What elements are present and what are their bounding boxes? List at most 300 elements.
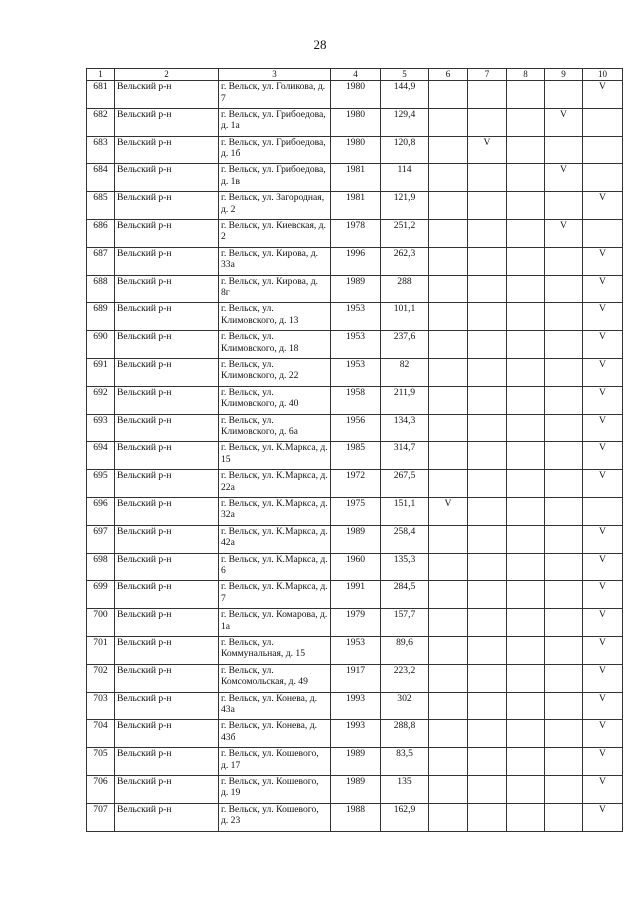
mark-cell-col6	[429, 386, 468, 414]
row-number: 707	[87, 803, 115, 831]
mark-cell-col7	[468, 775, 507, 803]
mark-cell-col6	[429, 275, 468, 303]
area-cell: 121,9	[381, 192, 429, 220]
table-row	[87, 553, 623, 581]
mark-cell-col10: V	[583, 470, 623, 498]
mark-cell-col8	[507, 609, 545, 637]
mark-cell-col6	[429, 303, 468, 331]
mark-cell-col8	[507, 331, 545, 359]
district-cell: Вельский р-н	[115, 108, 219, 136]
column-header: 5	[381, 69, 429, 81]
year-cell: 1991	[331, 581, 381, 609]
year-cell: 1980	[331, 81, 381, 109]
table-row	[87, 81, 623, 109]
mark-cell-col10	[583, 108, 623, 136]
mark-cell-col8	[507, 164, 545, 192]
mark-cell-col9	[545, 720, 583, 748]
year-cell: 1989	[331, 275, 381, 303]
table-row	[87, 470, 623, 498]
district-cell: Вельский р-н	[115, 609, 219, 637]
mark-cell-col8	[507, 192, 545, 220]
area-cell: 151,1	[381, 497, 429, 525]
row-number: 681	[87, 81, 115, 109]
table-row	[87, 192, 623, 220]
mark-cell-col7	[468, 247, 507, 275]
mark-cell-col10: V	[583, 748, 623, 776]
mark-cell-col7	[468, 720, 507, 748]
mark-cell-col6	[429, 748, 468, 776]
address-cell: г. Вельск, ул. Конева, д. 43а	[219, 692, 331, 720]
mark-cell-col8	[507, 581, 545, 609]
column-header: 2	[115, 69, 219, 81]
mark-cell-col9	[545, 775, 583, 803]
mark-cell-col10: V	[583, 553, 623, 581]
area-cell: 262,3	[381, 247, 429, 275]
district-cell: Вельский р-н	[115, 581, 219, 609]
district-cell: Вельский р-н	[115, 803, 219, 831]
table-row	[87, 720, 623, 748]
address-cell: г. Вельск, ул. К.Маркса, д. 32а	[219, 497, 331, 525]
year-cell: 1993	[331, 720, 381, 748]
mark-cell-col9	[545, 442, 583, 470]
mark-cell-col6	[429, 664, 468, 692]
mark-cell-col8	[507, 136, 545, 164]
mark-cell-col9	[545, 358, 583, 386]
year-cell: 1953	[331, 636, 381, 664]
mark-cell-col6	[429, 470, 468, 498]
area-cell: 144,9	[381, 81, 429, 109]
mark-cell-col6	[429, 81, 468, 109]
row-number: 704	[87, 720, 115, 748]
mark-cell-col8	[507, 775, 545, 803]
address-cell: г. Вельск, ул. Загородная, д. 2	[219, 192, 331, 220]
mark-cell-col6	[429, 803, 468, 831]
table-header	[87, 69, 623, 81]
year-cell: 1956	[331, 414, 381, 442]
mark-cell-col6	[429, 609, 468, 637]
row-number: 690	[87, 331, 115, 359]
mark-cell-col7	[468, 609, 507, 637]
mark-cell-col9: V	[545, 108, 583, 136]
year-cell: 1958	[331, 386, 381, 414]
mark-cell-col9	[545, 748, 583, 776]
mark-cell-col8	[507, 720, 545, 748]
year-cell: 1953	[331, 331, 381, 359]
year-cell: 1960	[331, 553, 381, 581]
mark-cell-col7	[468, 386, 507, 414]
mark-cell-col10: V	[583, 414, 623, 442]
table-row	[87, 386, 623, 414]
mark-cell-col10: V	[583, 803, 623, 831]
area-cell: 288	[381, 275, 429, 303]
area-cell: 211,9	[381, 386, 429, 414]
mark-cell-col8	[507, 386, 545, 414]
row-number: 706	[87, 775, 115, 803]
district-cell: Вельский р-н	[115, 692, 219, 720]
year-cell: 1996	[331, 247, 381, 275]
address-cell: г. Вельск, ул. Коммунальная, д. 15	[219, 636, 331, 664]
mark-cell-col6	[429, 525, 468, 553]
housing-registry-table	[86, 68, 623, 832]
mark-cell-col6	[429, 442, 468, 470]
mark-cell-col10: V	[583, 581, 623, 609]
area-cell: 82	[381, 358, 429, 386]
address-cell: г. Вельск, ул. Климовского, д. 6а	[219, 414, 331, 442]
mark-cell-col10: V	[583, 609, 623, 637]
table-row	[87, 803, 623, 831]
mark-cell-col7	[468, 497, 507, 525]
mark-cell-col8	[507, 470, 545, 498]
district-cell: Вельский р-н	[115, 664, 219, 692]
mark-cell-col6	[429, 164, 468, 192]
address-cell: г. Вельск, ул. Климовского, д. 13	[219, 303, 331, 331]
mark-cell-col9	[545, 81, 583, 109]
mark-cell-col7	[468, 636, 507, 664]
mark-cell-col9	[545, 414, 583, 442]
row-number: 702	[87, 664, 115, 692]
mark-cell-col7	[468, 164, 507, 192]
row-number: 698	[87, 553, 115, 581]
row-number: 697	[87, 525, 115, 553]
year-cell: 1981	[331, 164, 381, 192]
address-cell: г. Вельск, ул. Кошевого, д. 23	[219, 803, 331, 831]
area-cell: 101,1	[381, 303, 429, 331]
mark-cell-col10	[583, 136, 623, 164]
mark-cell-col9: V	[545, 164, 583, 192]
table-row	[87, 164, 623, 192]
year-cell: 1917	[331, 664, 381, 692]
district-cell: Вельский р-н	[115, 497, 219, 525]
row-number: 682	[87, 108, 115, 136]
mark-cell-col6	[429, 720, 468, 748]
address-cell: г. Вельск, ул. К.Маркса, д. 15	[219, 442, 331, 470]
row-number: 692	[87, 386, 115, 414]
area-cell: 267,5	[381, 470, 429, 498]
address-cell: г. Вельск, ул. Климовского, д. 40	[219, 386, 331, 414]
year-cell: 1953	[331, 303, 381, 331]
mark-cell-col9	[545, 553, 583, 581]
area-cell: 251,2	[381, 219, 429, 247]
mark-cell-col9	[545, 636, 583, 664]
mark-cell-col9: V	[545, 219, 583, 247]
mark-cell-col9	[545, 331, 583, 359]
column-header: 3	[219, 69, 331, 81]
table-row	[87, 609, 623, 637]
mark-cell-col7	[468, 219, 507, 247]
district-cell: Вельский р-н	[115, 525, 219, 553]
mark-cell-col10	[583, 497, 623, 525]
mark-cell-col8	[507, 803, 545, 831]
mark-cell-col6: V	[429, 497, 468, 525]
address-cell: г. Вельск, ул. Кирова, д. 33а	[219, 247, 331, 275]
mark-cell-col7	[468, 748, 507, 776]
year-cell: 1953	[331, 358, 381, 386]
column-header: 1	[87, 69, 115, 81]
mark-cell-col8	[507, 748, 545, 776]
address-cell: г. Вельск, ул. Грибоедова, д. 1в	[219, 164, 331, 192]
address-cell: г. Вельск, ул. К.Маркса, д. 42а	[219, 525, 331, 553]
table-row	[87, 414, 623, 442]
mark-cell-col10: V	[583, 720, 623, 748]
mark-cell-col10: V	[583, 192, 623, 220]
year-cell: 1985	[331, 442, 381, 470]
address-cell: г. Вельск, ул. Климовского, д. 18	[219, 331, 331, 359]
row-number: 687	[87, 247, 115, 275]
mark-cell-col7	[468, 275, 507, 303]
district-cell: Вельский р-н	[115, 553, 219, 581]
mark-cell-col10: V	[583, 664, 623, 692]
mark-cell-col8	[507, 303, 545, 331]
district-cell: Вельский р-н	[115, 720, 219, 748]
table-row	[87, 303, 623, 331]
mark-cell-col8	[507, 553, 545, 581]
mark-cell-col7	[468, 581, 507, 609]
table-row	[87, 108, 623, 136]
year-cell: 1988	[331, 803, 381, 831]
address-cell: г. Вельск, ул. Кошевого, д. 17	[219, 748, 331, 776]
address-cell: г. Вельск, ул. Киевская, д. 2	[219, 219, 331, 247]
table-row	[87, 525, 623, 553]
mark-cell-col7	[468, 108, 507, 136]
mark-cell-col10: V	[583, 775, 623, 803]
area-cell: 162,9	[381, 803, 429, 831]
district-cell: Вельский р-н	[115, 219, 219, 247]
row-number: 693	[87, 414, 115, 442]
column-header: 9	[545, 69, 583, 81]
mark-cell-col10: V	[583, 386, 623, 414]
mark-cell-col8	[507, 219, 545, 247]
district-cell: Вельский р-н	[115, 414, 219, 442]
year-cell: 1979	[331, 609, 381, 637]
address-cell: г. Вельск, ул. Грибоедова, д. 1а	[219, 108, 331, 136]
address-cell: г. Вельск, ул. К.Маркса, д. 22а	[219, 470, 331, 498]
mark-cell-col9	[545, 192, 583, 220]
table-row	[87, 331, 623, 359]
mark-cell-col6	[429, 247, 468, 275]
table-row	[87, 358, 623, 386]
address-cell: г. Вельск, ул. К.Маркса, д. 7	[219, 581, 331, 609]
district-cell: Вельский р-н	[115, 748, 219, 776]
page-number: 28	[313, 37, 327, 52]
mark-cell-col7	[468, 470, 507, 498]
address-cell: г. Вельск, ул. Комарова, д. 1а	[219, 609, 331, 637]
column-header: 4	[331, 69, 381, 81]
row-number: 694	[87, 442, 115, 470]
row-number: 699	[87, 581, 115, 609]
mark-cell-col8	[507, 497, 545, 525]
area-cell: 135	[381, 775, 429, 803]
address-cell: г. Вельск, ул. Кошевого, д. 19	[219, 775, 331, 803]
mark-cell-col6	[429, 358, 468, 386]
mark-cell-col10: V	[583, 275, 623, 303]
area-cell: 223,2	[381, 664, 429, 692]
year-cell: 1980	[331, 108, 381, 136]
mark-cell-col6	[429, 581, 468, 609]
row-number: 696	[87, 497, 115, 525]
table-row	[87, 581, 623, 609]
mark-cell-col6	[429, 553, 468, 581]
area-cell: 314,7	[381, 442, 429, 470]
row-number: 703	[87, 692, 115, 720]
district-cell: Вельский р-н	[115, 442, 219, 470]
mark-cell-col6	[429, 219, 468, 247]
row-number: 685	[87, 192, 115, 220]
mark-cell-col10: V	[583, 636, 623, 664]
district-cell: Вельский р-н	[115, 386, 219, 414]
area-cell: 114	[381, 164, 429, 192]
mark-cell-col8	[507, 358, 545, 386]
row-number: 683	[87, 136, 115, 164]
mark-cell-col9	[545, 386, 583, 414]
table-row	[87, 692, 623, 720]
mark-cell-col8	[507, 664, 545, 692]
mark-cell-col7	[468, 331, 507, 359]
mark-cell-col10: V	[583, 331, 623, 359]
table-row	[87, 219, 623, 247]
address-cell: г. Вельск, ул. Конева, д. 43б	[219, 720, 331, 748]
area-cell: 288,8	[381, 720, 429, 748]
column-header: 6	[429, 69, 468, 81]
district-cell: Вельский р-н	[115, 136, 219, 164]
mark-cell-col10: V	[583, 303, 623, 331]
mark-cell-col6	[429, 136, 468, 164]
mark-cell-col6	[429, 636, 468, 664]
year-cell: 1981	[331, 192, 381, 220]
year-cell: 1972	[331, 470, 381, 498]
mark-cell-col8	[507, 81, 545, 109]
mark-cell-col9	[545, 525, 583, 553]
area-cell: 129,4	[381, 108, 429, 136]
column-header: 8	[507, 69, 545, 81]
district-cell: Вельский р-н	[115, 331, 219, 359]
mark-cell-col10: V	[583, 525, 623, 553]
table-row	[87, 748, 623, 776]
mark-cell-col8	[507, 247, 545, 275]
mark-cell-col7	[468, 358, 507, 386]
mark-cell-col6	[429, 192, 468, 220]
mark-cell-col9	[545, 275, 583, 303]
mark-cell-col9	[545, 136, 583, 164]
area-cell: 284,5	[381, 581, 429, 609]
column-header: 10	[583, 69, 623, 81]
table-row	[87, 442, 623, 470]
mark-cell-col6	[429, 108, 468, 136]
table-row	[87, 636, 623, 664]
row-number: 691	[87, 358, 115, 386]
address-cell: г. Вельск, ул. Грибоедова, д. 1б	[219, 136, 331, 164]
year-cell: 1978	[331, 219, 381, 247]
mark-cell-col8	[507, 108, 545, 136]
mark-cell-col8	[507, 525, 545, 553]
area-cell: 120,8	[381, 136, 429, 164]
mark-cell-col10: V	[583, 247, 623, 275]
area-cell: 89,6	[381, 636, 429, 664]
mark-cell-col10	[583, 219, 623, 247]
column-header: 7	[468, 69, 507, 81]
mark-cell-col9	[545, 470, 583, 498]
area-cell: 135,3	[381, 553, 429, 581]
year-cell: 1980	[331, 136, 381, 164]
row-number: 700	[87, 609, 115, 637]
mark-cell-col7	[468, 664, 507, 692]
mark-cell-col7	[468, 803, 507, 831]
area-cell: 258,4	[381, 525, 429, 553]
mark-cell-col8	[507, 414, 545, 442]
mark-cell-col6	[429, 775, 468, 803]
address-cell: г. Вельск, ул. Климовского, д. 22	[219, 358, 331, 386]
mark-cell-col10	[583, 164, 623, 192]
address-cell: г. Вельск, ул. Комсомольская, д. 49	[219, 664, 331, 692]
district-cell: Вельский р-н	[115, 775, 219, 803]
mark-cell-col8	[507, 442, 545, 470]
mark-cell-col9	[545, 581, 583, 609]
table-row	[87, 497, 623, 525]
mark-cell-col9	[545, 247, 583, 275]
mark-cell-col7	[468, 81, 507, 109]
row-number: 686	[87, 219, 115, 247]
row-number: 684	[87, 164, 115, 192]
district-cell: Вельский р-н	[115, 247, 219, 275]
year-cell: 1975	[331, 497, 381, 525]
mark-cell-col10: V	[583, 692, 623, 720]
district-cell: Вельский р-н	[115, 192, 219, 220]
year-cell: 1989	[331, 525, 381, 553]
mark-cell-col6	[429, 414, 468, 442]
mark-cell-col10: V	[583, 442, 623, 470]
mark-cell-col7: V	[468, 136, 507, 164]
year-cell: 1993	[331, 692, 381, 720]
mark-cell-col7	[468, 525, 507, 553]
area-cell: 237,6	[381, 331, 429, 359]
mark-cell-col10: V	[583, 358, 623, 386]
year-cell: 1989	[331, 748, 381, 776]
table-row	[87, 775, 623, 803]
mark-cell-col9	[545, 803, 583, 831]
district-cell: Вельский р-н	[115, 81, 219, 109]
area-cell: 134,3	[381, 414, 429, 442]
row-number: 701	[87, 636, 115, 664]
year-cell: 1989	[331, 775, 381, 803]
row-number: 695	[87, 470, 115, 498]
mark-cell-col7	[468, 192, 507, 220]
mark-cell-col7	[468, 303, 507, 331]
table-row	[87, 664, 623, 692]
row-number: 705	[87, 748, 115, 776]
area-cell: 83,5	[381, 748, 429, 776]
address-cell: г. Вельск, ул. Голикова, д. 7	[219, 81, 331, 109]
mark-cell-col7	[468, 553, 507, 581]
district-cell: Вельский р-н	[115, 358, 219, 386]
district-cell: Вельский р-н	[115, 303, 219, 331]
district-cell: Вельский р-н	[115, 470, 219, 498]
area-cell: 157,7	[381, 609, 429, 637]
mark-cell-col8	[507, 692, 545, 720]
table-body	[87, 81, 623, 832]
mark-cell-col7	[468, 692, 507, 720]
mark-cell-col6	[429, 331, 468, 359]
address-cell: г. Вельск, ул. Кирова, д. 8г	[219, 275, 331, 303]
mark-cell-col9	[545, 303, 583, 331]
row-number: 688	[87, 275, 115, 303]
address-cell: г. Вельск, ул. К.Маркса, д. 6	[219, 553, 331, 581]
district-cell: Вельский р-н	[115, 164, 219, 192]
mark-cell-col7	[468, 414, 507, 442]
area-cell: 302	[381, 692, 429, 720]
district-cell: Вельский р-н	[115, 636, 219, 664]
mark-cell-col9	[545, 664, 583, 692]
row-number: 689	[87, 303, 115, 331]
table-row	[87, 275, 623, 303]
